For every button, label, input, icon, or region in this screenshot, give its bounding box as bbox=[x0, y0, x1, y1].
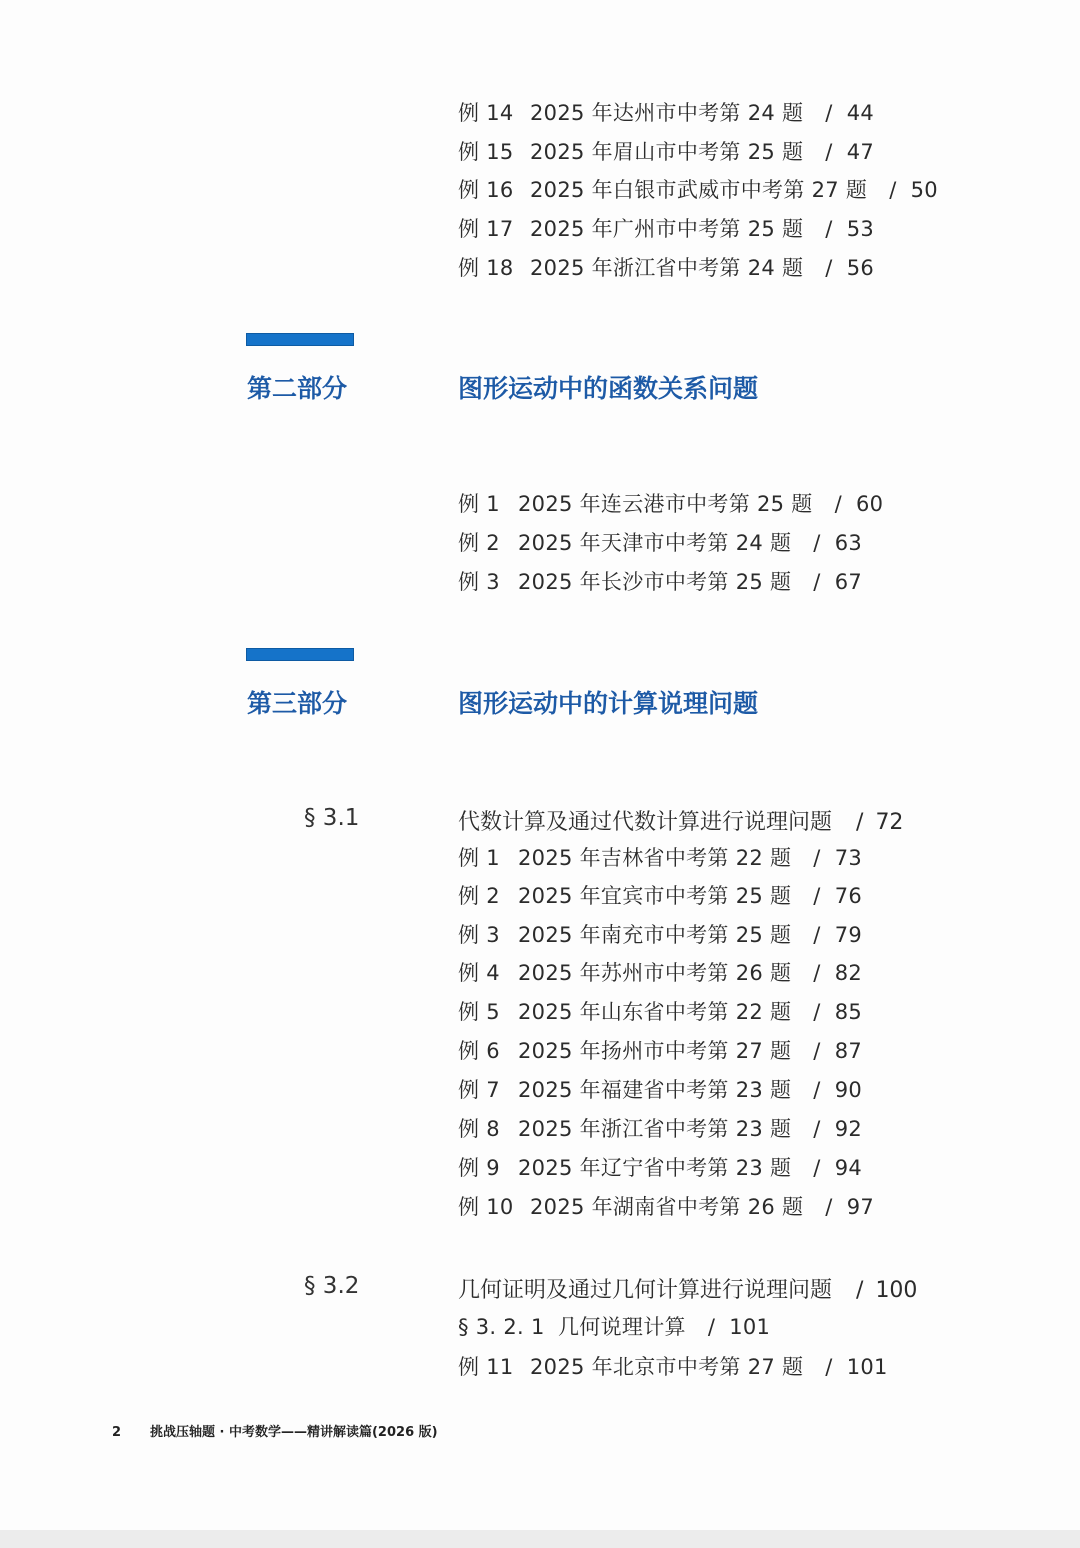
slash-separator: / bbox=[825, 1355, 833, 1379]
entry-text: 2025 年浙江省中考第 23 题 bbox=[518, 1117, 792, 1141]
part-divider-bar bbox=[246, 648, 354, 661]
entry-text: 2025 年广州市中考第 25 题 bbox=[530, 217, 804, 241]
toc-entry[interactable] bbox=[458, 1077, 862, 1103]
toc-entry[interactable] bbox=[458, 1354, 888, 1380]
entry-text: 2025 年湖南省中考第 26 题 bbox=[530, 1195, 804, 1219]
toc-subsection[interactable] bbox=[458, 1314, 770, 1340]
example-label: 例 8 bbox=[458, 1117, 500, 1141]
example-label: 例 16 bbox=[458, 178, 514, 202]
slash-separator: / bbox=[813, 846, 821, 870]
slash-separator: / bbox=[813, 884, 821, 908]
example-label: 例 5 bbox=[458, 1000, 500, 1024]
example-label: 例 18 bbox=[458, 256, 514, 280]
example-label: 例 1 bbox=[458, 492, 500, 516]
example-label: 例 15 bbox=[458, 140, 514, 164]
page-number: 101 bbox=[729, 1315, 771, 1339]
toc-entry[interactable] bbox=[458, 960, 862, 986]
page-number: 53 bbox=[846, 217, 875, 241]
bottom-edge-strip bbox=[0, 1530, 1080, 1548]
toc-entry[interactable] bbox=[458, 216, 874, 242]
entry-text: 2025 年辽宁省中考第 23 题 bbox=[518, 1156, 792, 1180]
slash-separator: / bbox=[834, 492, 842, 516]
toc-entry[interactable] bbox=[458, 883, 862, 909]
page-number: 60 bbox=[855, 492, 884, 516]
entry-text: 2025 年浙江省中考第 24 题 bbox=[530, 256, 804, 280]
slash-separator: / bbox=[813, 1000, 821, 1024]
page-number: 90 bbox=[834, 1078, 863, 1102]
slash-separator: / bbox=[825, 101, 833, 125]
section-number: § 3.1 bbox=[304, 805, 360, 831]
slash-separator: / bbox=[813, 1117, 821, 1141]
toc-entry[interactable] bbox=[458, 845, 862, 871]
slash-separator: / bbox=[856, 1278, 864, 1303]
slash-separator: / bbox=[889, 178, 897, 202]
page-footer bbox=[112, 1421, 438, 1440]
page-number: 79 bbox=[834, 923, 863, 947]
slash-separator: / bbox=[813, 1078, 821, 1102]
entry-text: 2025 年吉林省中考第 22 题 bbox=[518, 846, 792, 870]
slash-separator: / bbox=[813, 961, 821, 985]
section-title[interactable] bbox=[458, 1273, 917, 1304]
slash-separator: / bbox=[825, 256, 833, 280]
slash-separator: / bbox=[825, 140, 833, 164]
footer-page-number: 2 bbox=[112, 1425, 122, 1440]
entry-text: 2025 年达州市中考第 24 题 bbox=[530, 101, 804, 125]
toc-entry[interactable] bbox=[458, 569, 862, 595]
footer-book-title: 挑战压轴题 · 中考数学——精讲解读篇(2026 版) bbox=[150, 1425, 438, 1440]
example-label: 例 17 bbox=[458, 217, 514, 241]
page-number: 56 bbox=[846, 256, 875, 280]
entry-text: 2025 年北京市中考第 27 题 bbox=[530, 1355, 804, 1379]
toc-entry[interactable] bbox=[458, 1155, 862, 1181]
page-number: 92 bbox=[834, 1117, 863, 1141]
slash-separator: / bbox=[707, 1315, 716, 1339]
section-title[interactable] bbox=[458, 805, 903, 836]
entry-text: 2025 年山东省中考第 22 题 bbox=[518, 1000, 792, 1024]
page-number: 63 bbox=[834, 531, 863, 555]
example-label: 例 1 bbox=[458, 846, 500, 870]
example-label: 例 4 bbox=[458, 961, 500, 985]
page-number: 72 bbox=[875, 810, 904, 835]
part-label: 第三部分 bbox=[247, 689, 348, 718]
entry-text: 2025 年宜宾市中考第 25 题 bbox=[518, 884, 792, 908]
page-number: 73 bbox=[834, 846, 863, 870]
part-title[interactable]: 图形运动中的计算说理问题 bbox=[458, 689, 759, 718]
part-divider-bar bbox=[246, 333, 354, 346]
toc-entry[interactable] bbox=[458, 1116, 862, 1142]
page-number: 101 bbox=[846, 1355, 888, 1379]
toc-entry[interactable] bbox=[458, 491, 883, 517]
toc-entry[interactable] bbox=[458, 139, 874, 165]
entry-text: 2025 年扬州市中考第 27 题 bbox=[518, 1039, 792, 1063]
slash-separator: / bbox=[856, 810, 864, 835]
section-number: § 3.2 bbox=[304, 1273, 360, 1299]
entry-text: 2025 年福建省中考第 23 题 bbox=[518, 1078, 792, 1102]
slash-separator: / bbox=[813, 923, 821, 947]
toc-entry[interactable] bbox=[458, 255, 874, 281]
entry-text: 2025 年南充市中考第 25 题 bbox=[518, 923, 792, 947]
toc-entry[interactable] bbox=[458, 999, 862, 1025]
toc-entry[interactable] bbox=[458, 530, 862, 556]
example-label: 例 9 bbox=[458, 1156, 500, 1180]
entry-text: 2025 年白银市武威市中考第 27 题 bbox=[530, 178, 868, 202]
toc-entry[interactable] bbox=[458, 922, 862, 948]
example-label: 例 11 bbox=[458, 1355, 514, 1379]
entry-text: 2025 年眉山市中考第 25 题 bbox=[530, 140, 804, 164]
example-label: 例 14 bbox=[458, 101, 514, 125]
page-number: 76 bbox=[834, 884, 863, 908]
page-number: 50 bbox=[910, 178, 938, 202]
entry-text: 2025 年连云港市中考第 25 题 bbox=[518, 492, 813, 516]
slash-separator: / bbox=[813, 1039, 821, 1063]
page-number: 100 bbox=[875, 1278, 918, 1303]
toc-entry[interactable] bbox=[458, 1194, 874, 1220]
page-number: 97 bbox=[846, 1195, 875, 1219]
slash-separator: / bbox=[813, 531, 821, 555]
page-number: 85 bbox=[834, 1000, 863, 1024]
page-number: 67 bbox=[834, 570, 863, 594]
slash-separator: / bbox=[813, 1156, 821, 1180]
entry-text: 2025 年苏州市中考第 26 题 bbox=[518, 961, 792, 985]
example-label: 例 10 bbox=[458, 1195, 514, 1219]
page-number: 87 bbox=[834, 1039, 863, 1063]
page-number: 47 bbox=[846, 140, 875, 164]
toc-entry[interactable] bbox=[458, 177, 938, 203]
part-label: 第二部分 bbox=[247, 374, 348, 403]
section-title-text: 几何证明及通过几何计算进行说理问题 bbox=[458, 1278, 833, 1303]
entry-text: 2025 年天津市中考第 24 题 bbox=[518, 531, 792, 555]
example-label: 例 6 bbox=[458, 1039, 500, 1063]
part-title[interactable]: 图形运动中的函数关系问题 bbox=[458, 374, 759, 403]
example-label: 例 3 bbox=[458, 570, 500, 594]
toc-entry[interactable] bbox=[458, 100, 874, 126]
example-label: 例 7 bbox=[458, 1078, 500, 1102]
page-number: 94 bbox=[834, 1156, 863, 1180]
slash-separator: / bbox=[813, 570, 821, 594]
subsection-number: § 3. 2. 1 bbox=[458, 1315, 545, 1339]
slash-separator: / bbox=[825, 217, 833, 241]
example-label: 例 2 bbox=[458, 884, 500, 908]
example-label: 例 3 bbox=[458, 923, 500, 947]
entry-text: 几何说理计算 bbox=[558, 1315, 686, 1339]
page-number: 44 bbox=[846, 101, 875, 125]
slash-separator: / bbox=[825, 1195, 833, 1219]
page-number: 82 bbox=[834, 961, 863, 985]
example-label: 例 2 bbox=[458, 531, 500, 555]
section-title-text: 代数计算及通过代数计算进行说理问题 bbox=[458, 810, 833, 835]
entry-text: 2025 年长沙市中考第 25 题 bbox=[518, 570, 792, 594]
toc-entry[interactable] bbox=[458, 1038, 862, 1064]
